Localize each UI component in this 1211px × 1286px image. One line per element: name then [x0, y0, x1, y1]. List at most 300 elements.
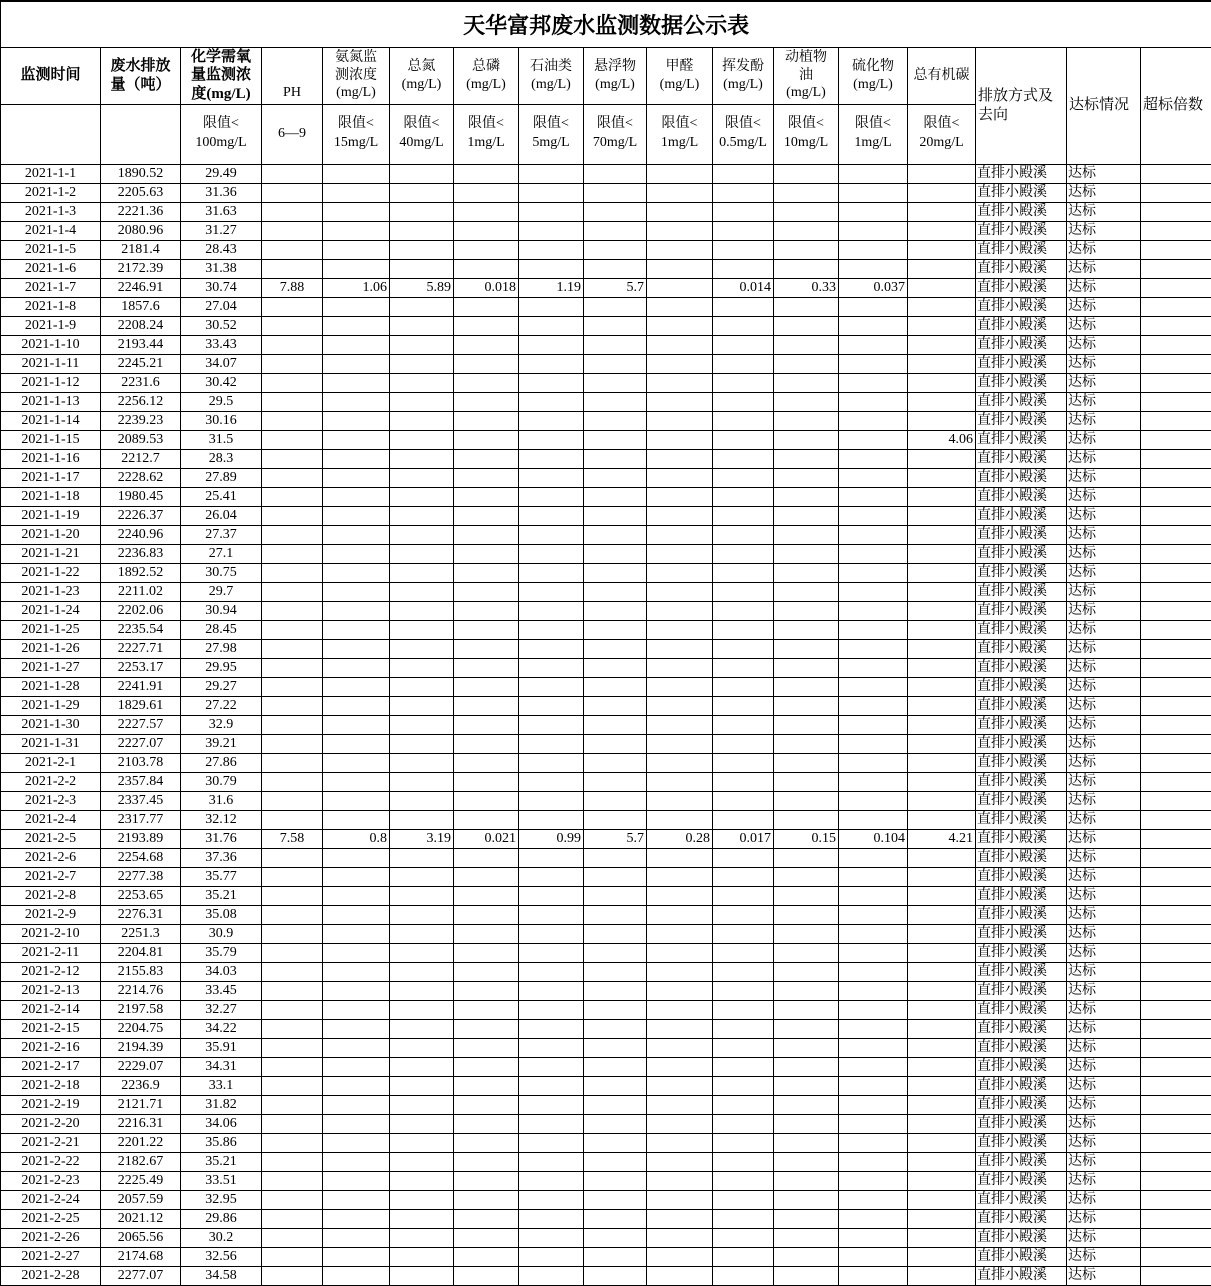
- cell-date: 2021-1-8: [1, 297, 101, 316]
- cell-cod: 33.1: [181, 1076, 262, 1095]
- cell-volatile_phenol: [713, 449, 774, 468]
- cell-compliance: 达标: [1067, 1133, 1141, 1152]
- cell-exceed_multiple: [1141, 715, 1211, 734]
- cell-formaldehyde: [647, 1095, 713, 1114]
- cell-ph: [262, 1266, 323, 1285]
- cell-petroleum: [519, 430, 584, 449]
- cell-formaldehyde: [647, 430, 713, 449]
- cell-discharge_destination: 直排小殿溪: [976, 202, 1067, 221]
- data-row-2021-2-23: [1, 1171, 1211, 1190]
- cell-date: 2021-1-15: [1, 430, 101, 449]
- col-header-toc: 总有机碳: [908, 47, 976, 104]
- cell-animal_plant_oil: [774, 202, 839, 221]
- cell-ph: [262, 392, 323, 411]
- cell-total_phosphorus: [454, 981, 519, 1000]
- col-limit-ammonia_nitrogen: 限值< 15mg/L: [323, 104, 390, 164]
- cell-discharge_tons: 2182.67: [101, 1152, 181, 1171]
- cell-ammonia_nitrogen: [323, 905, 390, 924]
- cell-ammonia_nitrogen: [323, 487, 390, 506]
- cell-total_phosphorus: [454, 962, 519, 981]
- cell-ph: [262, 943, 323, 962]
- cell-petroleum: [519, 563, 584, 582]
- cell-suspended_solids: [584, 563, 647, 582]
- cell-compliance: 达标: [1067, 829, 1141, 848]
- cell-total_phosphorus: [454, 354, 519, 373]
- cell-formaldehyde: [647, 487, 713, 506]
- cell-ammonia_nitrogen: [323, 563, 390, 582]
- data-row-2021-2-18: [1, 1076, 1211, 1095]
- cell-total_nitrogen: [390, 335, 454, 354]
- cell-formaldehyde: [647, 867, 713, 886]
- cell-date: 2021-2-3: [1, 791, 101, 810]
- cell-date: 2021-1-21: [1, 544, 101, 563]
- cell-ammonia_nitrogen: [323, 582, 390, 601]
- cell-volatile_phenol: 0.017: [713, 829, 774, 848]
- cell-sulfide: [839, 905, 908, 924]
- data-row-2021-2-16: [1, 1038, 1211, 1057]
- cell-date: 2021-2-18: [1, 1076, 101, 1095]
- cell-suspended_solids: [584, 506, 647, 525]
- cell-total_phosphorus: [454, 202, 519, 221]
- col-limit-suspended_solids: 限值< 70mg/L: [584, 104, 647, 164]
- cell-discharge_tons: 2205.63: [101, 183, 181, 202]
- cell-sulfide: [839, 1095, 908, 1114]
- cell-compliance: 达标: [1067, 1019, 1141, 1038]
- cell-formaldehyde: [647, 278, 713, 297]
- data-row-2021-2-14: [1, 1000, 1211, 1019]
- cell-suspended_solids: [584, 1114, 647, 1133]
- cell-volatile_phenol: [713, 962, 774, 981]
- cell-sulfide: [839, 525, 908, 544]
- cell-date: 2021-2-10: [1, 924, 101, 943]
- cell-total_phosphorus: [454, 658, 519, 677]
- cell-toc: [908, 639, 976, 658]
- cell-ph: [262, 734, 323, 753]
- cell-formaldehyde: [647, 1190, 713, 1209]
- data-row-2021-1-15: [1, 430, 1211, 449]
- cell-exceed_multiple: [1141, 1152, 1211, 1171]
- cell-date: 2021-2-9: [1, 905, 101, 924]
- cell-formaldehyde: [647, 658, 713, 677]
- cell-compliance: 达标: [1067, 905, 1141, 924]
- cell-animal_plant_oil: [774, 601, 839, 620]
- cell-discharge_tons: 2245.21: [101, 354, 181, 373]
- data-row-2021-1-21: [1, 544, 1211, 563]
- cell-cod: 31.82: [181, 1095, 262, 1114]
- cell-total_nitrogen: [390, 905, 454, 924]
- data-row-2021-1-11: [1, 354, 1211, 373]
- cell-toc: [908, 582, 976, 601]
- cell-discharge_destination: 直排小殿溪: [976, 525, 1067, 544]
- cell-cod: 29.49: [181, 164, 262, 183]
- cell-toc: [908, 373, 976, 392]
- cell-toc: 4.06: [908, 430, 976, 449]
- cell-toc: 4.21: [908, 829, 976, 848]
- cell-formaldehyde: [647, 563, 713, 582]
- data-row-2021-2-20: [1, 1114, 1211, 1133]
- cell-cod: 27.04: [181, 297, 262, 316]
- cell-cod: 34.58: [181, 1266, 262, 1285]
- cell-total_nitrogen: [390, 316, 454, 335]
- cell-animal_plant_oil: [774, 924, 839, 943]
- cell-compliance: 达标: [1067, 316, 1141, 335]
- col-header-ph: PH: [262, 47, 323, 104]
- cell-ph: [262, 810, 323, 829]
- cell-discharge_destination: 直排小殿溪: [976, 962, 1067, 981]
- cell-formaldehyde: [647, 506, 713, 525]
- cell-date: 2021-1-22: [1, 563, 101, 582]
- cell-discharge_destination: 直排小殿溪: [976, 848, 1067, 867]
- cell-exceed_multiple: [1141, 924, 1211, 943]
- cell-cod: 31.38: [181, 259, 262, 278]
- cell-volatile_phenol: [713, 1133, 774, 1152]
- cell-formaldehyde: [647, 1019, 713, 1038]
- cell-sulfide: [839, 582, 908, 601]
- cell-animal_plant_oil: [774, 1019, 839, 1038]
- cell-toc: [908, 1266, 976, 1285]
- cell-petroleum: [519, 316, 584, 335]
- cell-animal_plant_oil: [774, 943, 839, 962]
- cell-compliance: 达标: [1067, 658, 1141, 677]
- cell-discharge_destination: 直排小殿溪: [976, 1228, 1067, 1247]
- cell-discharge_tons: 2197.58: [101, 1000, 181, 1019]
- cell-animal_plant_oil: [774, 506, 839, 525]
- cell-exceed_multiple: [1141, 449, 1211, 468]
- cell-volatile_phenol: [713, 677, 774, 696]
- cell-petroleum: [519, 392, 584, 411]
- cell-toc: [908, 1190, 976, 1209]
- cell-exceed_multiple: [1141, 563, 1211, 582]
- cell-suspended_solids: [584, 240, 647, 259]
- cell-total_nitrogen: [390, 924, 454, 943]
- cell-compliance: 达标: [1067, 1152, 1141, 1171]
- cell-date: 2021-1-3: [1, 202, 101, 221]
- cell-total_phosphorus: [454, 734, 519, 753]
- cell-sulfide: [839, 354, 908, 373]
- cell-date: 2021-1-14: [1, 411, 101, 430]
- cell-cod: 27.1: [181, 544, 262, 563]
- cell-exceed_multiple: [1141, 202, 1211, 221]
- cell-ammonia_nitrogen: 0.8: [323, 829, 390, 848]
- cell-exceed_multiple: [1141, 1209, 1211, 1228]
- cell-volatile_phenol: 0.014: [713, 278, 774, 297]
- cell-total_nitrogen: [390, 487, 454, 506]
- col-header-compliance: 达标情况: [1067, 47, 1141, 164]
- cell-toc: [908, 810, 976, 829]
- cell-exceed_multiple: [1141, 1000, 1211, 1019]
- cell-total_phosphorus: [454, 430, 519, 449]
- cell-toc: [908, 1228, 976, 1247]
- cell-toc: [908, 221, 976, 240]
- cell-total_phosphorus: 0.018: [454, 278, 519, 297]
- cell-discharge_tons: 2080.96: [101, 221, 181, 240]
- cell-total_nitrogen: [390, 430, 454, 449]
- cell-date: 2021-2-12: [1, 962, 101, 981]
- cell-volatile_phenol: [713, 791, 774, 810]
- cell-ph: [262, 1228, 323, 1247]
- cell-formaldehyde: [647, 1266, 713, 1285]
- cell-compliance: 达标: [1067, 183, 1141, 202]
- cell-animal_plant_oil: [774, 183, 839, 202]
- cell-ph: [262, 259, 323, 278]
- cell-discharge_destination: 直排小殿溪: [976, 582, 1067, 601]
- cell-discharge_tons: 1857.6: [101, 297, 181, 316]
- cell-exceed_multiple: [1141, 962, 1211, 981]
- cell-animal_plant_oil: [774, 259, 839, 278]
- cell-toc: [908, 1209, 976, 1228]
- cell-toc: [908, 905, 976, 924]
- cell-suspended_solids: [584, 791, 647, 810]
- cell-animal_plant_oil: [774, 1171, 839, 1190]
- cell-volatile_phenol: [713, 221, 774, 240]
- cell-cod: 32.95: [181, 1190, 262, 1209]
- cell-ammonia_nitrogen: [323, 601, 390, 620]
- cell-ammonia_nitrogen: [323, 981, 390, 1000]
- cell-animal_plant_oil: [774, 164, 839, 183]
- cell-sulfide: [839, 430, 908, 449]
- cell-exceed_multiple: [1141, 164, 1211, 183]
- cell-total_nitrogen: [390, 373, 454, 392]
- cell-total_nitrogen: [390, 867, 454, 886]
- cell-formaldehyde: 0.28: [647, 829, 713, 848]
- cell-ph: [262, 753, 323, 772]
- cell-volatile_phenol: [713, 506, 774, 525]
- cell-discharge_destination: 直排小殿溪: [976, 658, 1067, 677]
- cell-total_nitrogen: [390, 1057, 454, 1076]
- cell-toc: [908, 563, 976, 582]
- cell-exceed_multiple: [1141, 335, 1211, 354]
- cell-exceed_multiple: [1141, 183, 1211, 202]
- cell-discharge_destination: 直排小殿溪: [976, 696, 1067, 715]
- cell-petroleum: 0.99: [519, 829, 584, 848]
- cell-cod: 28.43: [181, 240, 262, 259]
- cell-discharge_tons: 2202.06: [101, 601, 181, 620]
- cell-exceed_multiple: [1141, 259, 1211, 278]
- cell-sulfide: [839, 1228, 908, 1247]
- cell-discharge_destination: 直排小殿溪: [976, 772, 1067, 791]
- cell-suspended_solids: [584, 316, 647, 335]
- cell-suspended_solids: [584, 734, 647, 753]
- cell-animal_plant_oil: [774, 791, 839, 810]
- cell-suspended_solids: 5.7: [584, 278, 647, 297]
- cell-ph: [262, 658, 323, 677]
- cell-total_nitrogen: [390, 962, 454, 981]
- cell-total_phosphorus: [454, 677, 519, 696]
- cell-sulfide: [839, 449, 908, 468]
- cell-ammonia_nitrogen: [323, 677, 390, 696]
- data-row-2021-2-17: [1, 1057, 1211, 1076]
- cell-discharge_destination: 直排小殿溪: [976, 1209, 1067, 1228]
- cell-compliance: 达标: [1067, 867, 1141, 886]
- cell-suspended_solids: [584, 848, 647, 867]
- cell-ph: [262, 1019, 323, 1038]
- cell-suspended_solids: [584, 658, 647, 677]
- cell-discharge_destination: 直排小殿溪: [976, 506, 1067, 525]
- cell-ammonia_nitrogen: [323, 1095, 390, 1114]
- cell-compliance: 达标: [1067, 886, 1141, 905]
- cell-sulfide: [839, 1190, 908, 1209]
- cell-exceed_multiple: [1141, 468, 1211, 487]
- cell-animal_plant_oil: [774, 563, 839, 582]
- data-row-2021-1-1: [1, 164, 1211, 183]
- cell-volatile_phenol: [713, 696, 774, 715]
- cell-toc: [908, 1000, 976, 1019]
- col-limit-cod: 限值< 100mg/L: [181, 104, 262, 164]
- cell-petroleum: [519, 696, 584, 715]
- cell-volatile_phenol: [713, 240, 774, 259]
- data-row-2021-2-12: [1, 962, 1211, 981]
- cell-toc: [908, 696, 976, 715]
- cell-exceed_multiple: [1141, 240, 1211, 259]
- cell-formaldehyde: [647, 1038, 713, 1057]
- cell-ph: [262, 202, 323, 221]
- cell-exceed_multiple: [1141, 1076, 1211, 1095]
- cell-petroleum: [519, 601, 584, 620]
- cell-animal_plant_oil: [774, 1114, 839, 1133]
- cell-ph: [262, 1209, 323, 1228]
- cell-formaldehyde: [647, 449, 713, 468]
- cell-sulfide: [839, 240, 908, 259]
- cell-total_phosphorus: [454, 297, 519, 316]
- cell-total_phosphorus: [454, 601, 519, 620]
- cell-suspended_solids: [584, 354, 647, 373]
- cell-petroleum: [519, 1247, 584, 1266]
- cell-total_phosphorus: [454, 1114, 519, 1133]
- cell-exceed_multiple: [1141, 601, 1211, 620]
- cell-total_nitrogen: [390, 639, 454, 658]
- data-row-2021-1-8: [1, 297, 1211, 316]
- cell-formaldehyde: [647, 791, 713, 810]
- cell-sulfide: [839, 202, 908, 221]
- cell-ph: [262, 601, 323, 620]
- cell-toc: [908, 1019, 976, 1038]
- cell-total_phosphorus: [454, 525, 519, 544]
- cell-animal_plant_oil: [774, 962, 839, 981]
- cell-ammonia_nitrogen: 1.06: [323, 278, 390, 297]
- cell-discharge_destination: 直排小殿溪: [976, 335, 1067, 354]
- cell-date: 2021-2-23: [1, 1171, 101, 1190]
- cell-sulfide: [839, 335, 908, 354]
- cell-petroleum: [519, 525, 584, 544]
- cell-petroleum: [519, 715, 584, 734]
- cell-exceed_multiple: [1141, 1190, 1211, 1209]
- cell-total_nitrogen: [390, 202, 454, 221]
- cell-total_phosphorus: [454, 791, 519, 810]
- cell-petroleum: [519, 506, 584, 525]
- cell-exceed_multiple: [1141, 886, 1211, 905]
- cell-ph: [262, 582, 323, 601]
- cell-total_phosphorus: [454, 335, 519, 354]
- cell-exceed_multiple: [1141, 582, 1211, 601]
- cell-discharge_destination: 直排小殿溪: [976, 449, 1067, 468]
- col-header-ammonia_nitrogen: 氨氮监 测浓度 (mg/L): [323, 47, 390, 104]
- cell-formaldehyde: [647, 582, 713, 601]
- cell-total_nitrogen: [390, 848, 454, 867]
- cell-ph: [262, 468, 323, 487]
- cell-animal_plant_oil: [774, 411, 839, 430]
- col-limit-formaldehyde: 限值< 1mg/L: [647, 104, 713, 164]
- cell-ammonia_nitrogen: [323, 639, 390, 658]
- cell-total_phosphorus: [454, 639, 519, 658]
- cell-discharge_destination: 直排小殿溪: [976, 1114, 1067, 1133]
- cell-ph: [262, 1190, 323, 1209]
- data-row-2021-1-10: [1, 335, 1211, 354]
- cell-animal_plant_oil: [774, 354, 839, 373]
- cell-suspended_solids: [584, 487, 647, 506]
- col-limit-petroleum: 限值< 5mg/L: [519, 104, 584, 164]
- cell-cod: 34.22: [181, 1019, 262, 1038]
- cell-discharge_tons: 2204.75: [101, 1019, 181, 1038]
- cell-volatile_phenol: [713, 905, 774, 924]
- cell-total_nitrogen: [390, 715, 454, 734]
- data-row-2021-2-21: [1, 1133, 1211, 1152]
- cell-petroleum: [519, 791, 584, 810]
- cell-total_phosphorus: [454, 563, 519, 582]
- cell-ph: [262, 1038, 323, 1057]
- cell-sulfide: [839, 867, 908, 886]
- cell-total_nitrogen: [390, 392, 454, 411]
- cell-date: 2021-2-21: [1, 1133, 101, 1152]
- cell-petroleum: [519, 772, 584, 791]
- cell-animal_plant_oil: [774, 981, 839, 1000]
- cell-formaldehyde: [647, 943, 713, 962]
- cell-volatile_phenol: [713, 183, 774, 202]
- cell-toc: [908, 525, 976, 544]
- cell-total_nitrogen: [390, 1171, 454, 1190]
- cell-volatile_phenol: [713, 1190, 774, 1209]
- cell-discharge_destination: 直排小殿溪: [976, 1171, 1067, 1190]
- cell-discharge_tons: 2121.71: [101, 1095, 181, 1114]
- cell-petroleum: [519, 1114, 584, 1133]
- cell-cod: 28.3: [181, 449, 262, 468]
- cell-total_phosphorus: [454, 1266, 519, 1285]
- cell-compliance: 达标: [1067, 924, 1141, 943]
- cell-petroleum: [519, 753, 584, 772]
- cell-compliance: 达标: [1067, 1095, 1141, 1114]
- cell-ph: [262, 791, 323, 810]
- cell-formaldehyde: [647, 1133, 713, 1152]
- cell-date: 2021-2-17: [1, 1057, 101, 1076]
- cell-ammonia_nitrogen: [323, 1190, 390, 1209]
- cell-exceed_multiple: [1141, 791, 1211, 810]
- cell-sulfide: [839, 1038, 908, 1057]
- cell-petroleum: [519, 962, 584, 981]
- cell-animal_plant_oil: [774, 753, 839, 772]
- cell-sulfide: [839, 1019, 908, 1038]
- cell-formaldehyde: [647, 164, 713, 183]
- cell-sulfide: [839, 753, 908, 772]
- data-row-2021-1-30: [1, 715, 1211, 734]
- cell-discharge_destination: 直排小殿溪: [976, 867, 1067, 886]
- cell-volatile_phenol: [713, 1209, 774, 1228]
- cell-date: 2021-1-29: [1, 696, 101, 715]
- cell-toc: [908, 259, 976, 278]
- table-header: [1, 1, 1211, 164]
- cell-animal_plant_oil: [774, 639, 839, 658]
- cell-total_nitrogen: [390, 468, 454, 487]
- cell-total_nitrogen: [390, 525, 454, 544]
- cell-animal_plant_oil: [774, 335, 839, 354]
- cell-total_phosphorus: [454, 1247, 519, 1266]
- col-header-volatile_phenol: 挥发酚 (mg/L): [713, 47, 774, 104]
- cell-suspended_solids: [584, 411, 647, 430]
- cell-sulfide: [839, 772, 908, 791]
- cell-formaldehyde: [647, 601, 713, 620]
- cell-animal_plant_oil: [774, 487, 839, 506]
- cell-suspended_solids: [584, 677, 647, 696]
- cell-volatile_phenol: [713, 487, 774, 506]
- cell-suspended_solids: [584, 886, 647, 905]
